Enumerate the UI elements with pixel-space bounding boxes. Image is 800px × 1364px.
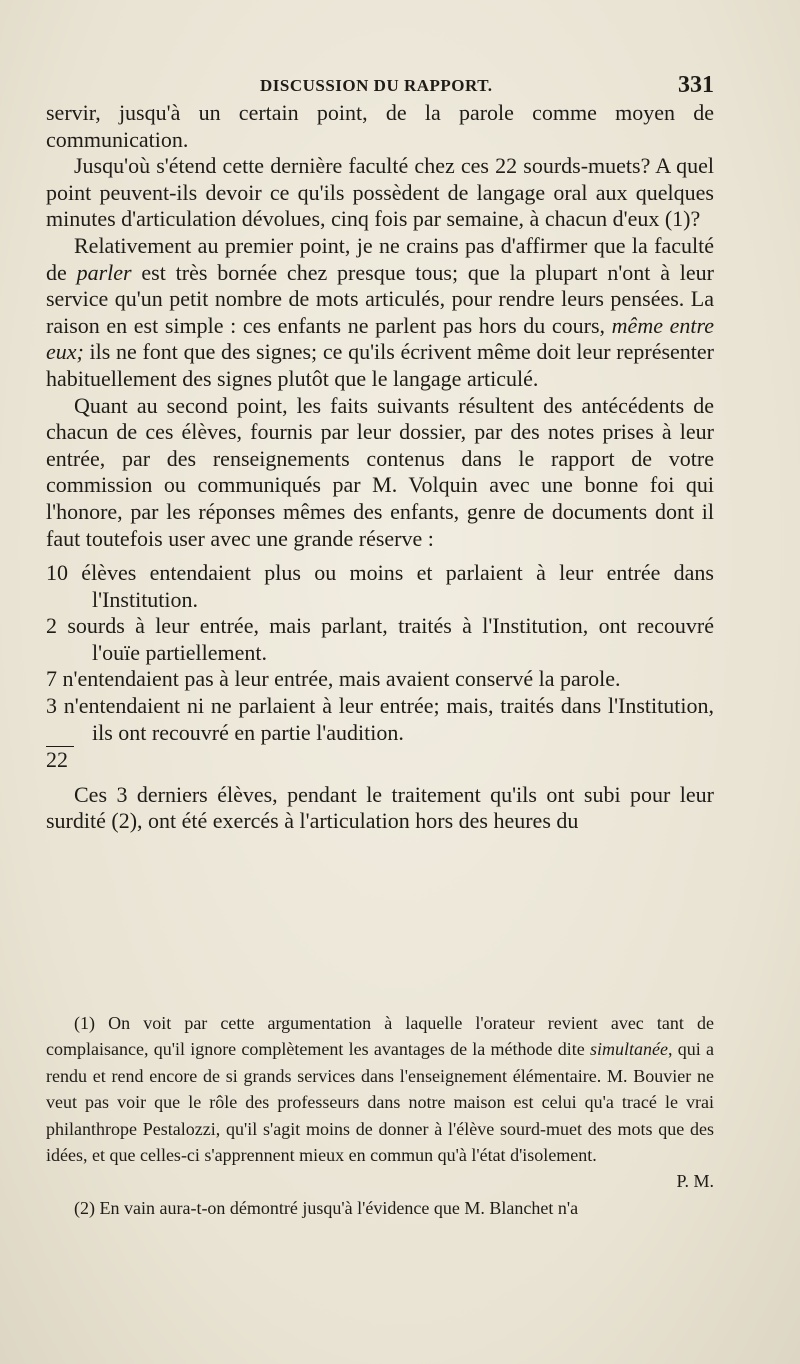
paragraph-last: Ces 3 derniers élèves, pendant le traitement qu'ils ont subi pour leur surdité (2), ont été exercés à l'articulation hors des heures du [46,781,714,834]
footnote-1 [46,1010,714,1168]
footnotes [46,1010,714,1221]
text-span: (1) On voit par cette argumentation à laquelle l'orateur revient avec tant de complaisance, qu'il ignore complètement les avantages de la méthode dite [46,1013,714,1060]
list-item: 10 élèves entendaient plus ou moins et parlaient à leur entrée dans l'Institution. [46,560,714,612]
page-header [46,72,714,102]
page-number: 331 [678,72,714,98]
running-head: DISCUSSION DU RAPPORT. [260,76,493,95]
text-span: est très bornée chez presque tous; que la plupart n'ont à leur service qu'un petit nombre de mots articulés, pour rendre leurs pensées. La raison en est simple : ces enfants ne parlent pas hors du cours, [46,259,715,338]
main-text [46,100,714,835]
paragraph-second-point: Quant au second point, les faits suivants résultent des antécédents de chacun de ces élèves, fournis par leur dossier, par des notes prises à leur entrée, par des renseignements contenus dans le rapport de votre commission ou communiqués par M. Volquin avec une bonne foi qui l'honore, par les réponses mêmes des enfants, genre de documents dont il faut toutefois user avec une grande réserve : [46,392,714,551]
emphasis-meme-entre-eux: même entre eux; [46,312,714,365]
paragraph-first-point [46,233,714,393]
list-item: 7 n'entendaient pas à leur entrée, mais avaient conservé la parole. [46,666,621,692]
continued-line: servir, jusqu'à un certain point, de la parole comme moyen de communication. [46,100,714,152]
paragraph-questions: Jusqu'où s'étend cette dernière faculté chez ces 22 sourds-muets? A quel point peuvent-ils devoir ce qu'ils possèdent de langage oral aux quelques minutes d'articulation dévolues, cinq fois par semaine, à chacun d'eux (1)? [46,153,714,232]
list-item: 2 sourds à leur entrée, mais parlant, traités à l'Institution, ont recouvré l'ouïe partiellement. [46,613,714,665]
footnote-signature: P. M. [676,1171,714,1192]
text-span: Relativement au premier point, je ne crains pas d'affirmer que la faculté de [46,232,714,285]
list-total: 22 [46,746,74,774]
text-span: , qui a rendu et rend encore de si grands services dans l'enseignement élémentaire. M. Bouvier ne veut pas voir que le rôle des professeurs dans notre maison est celui qu'a tracé le vrai philanthrope Pestalozzi, qu'il s'agit moins de donner à l'élève sourd-muet des mots que des idées, et que celles-ci s'apprennent mieux en commun qu'à l'état d'isolement. [46,1039,714,1166]
footnote-signature-line [46,1168,714,1194]
text-span: ils ne font que des signes; ce qu'ils écrivent même doit leur représenter habituellement des signes plutôt que le langage articulé. [46,339,714,391]
footnote-2: (2) En vain aura-t-on démontré jusqu'à l'évidence que M. Blanchet n'a [74,1197,579,1218]
list-item: 3 n'entendaient ni ne parlaient à leur entrée; mais, traités dans l'Institution, ils ont recouvré en partie l'audition. [46,693,714,745]
emphasis-simultanee: simultanée [590,1039,669,1060]
emphasis-parler: parler [76,259,132,285]
